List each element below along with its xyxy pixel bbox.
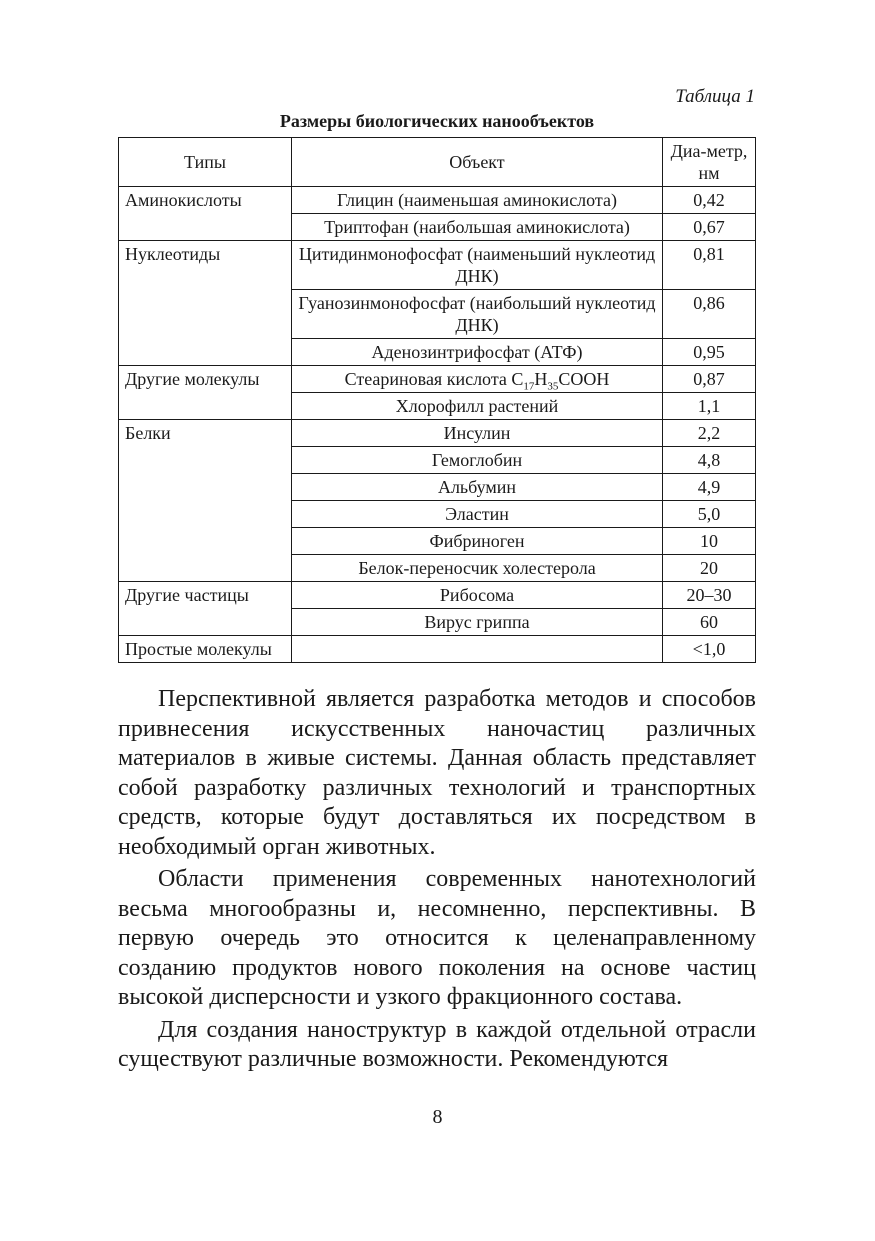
object-cell: Триптофан (наибольшая аминокислота) [292, 214, 663, 241]
group-type: Белки [119, 420, 292, 582]
diameter-cell: 1,1 [663, 393, 756, 420]
group-type: Другие частицы [119, 582, 292, 636]
diameter-cell: 60 [663, 609, 756, 636]
diameter-cell: 0,86 [663, 290, 756, 339]
group-type: Другие молекулы [119, 366, 292, 420]
table-label: Таблица 1 [675, 86, 755, 107]
object-cell: Аденозинтрифосфат (АТФ) [292, 339, 663, 366]
object-cell [292, 366, 663, 393]
header-type: Типы [119, 138, 292, 187]
object-cell: Вирус гриппа [292, 609, 663, 636]
nanoobjects-table [118, 137, 756, 663]
object-cell [292, 636, 663, 663]
diameter-cell: 0,81 [663, 241, 756, 290]
diameter-cell: 0,87 [663, 366, 756, 393]
object-cell: Гуанозинмонофосфат (наибольший нуклеотид ДНК) [292, 290, 663, 339]
paragraph: Для создания наноструктур в каждой отдельной отрасли существуют различные возможности. Рекомендуются [118, 1016, 756, 1072]
table-title: Размеры биологических нанообъектов [279, 111, 595, 131]
group-type: Аминокислоты [119, 187, 292, 241]
table-header-row [119, 138, 756, 187]
diameter-cell: 0,95 [663, 339, 756, 366]
diameter-cell: 0,42 [663, 187, 756, 214]
diameter-cell: 5,0 [663, 501, 756, 528]
formula-suffix: COOH [558, 369, 610, 389]
object-cell: Гемоглобин [292, 447, 663, 474]
diameter-cell: 20–30 [663, 582, 756, 609]
diameter-cell: 2,2 [663, 420, 756, 447]
object-cell: Рибосома [292, 582, 663, 609]
diameter-cell: 4,8 [663, 447, 756, 474]
object-cell: Альбумин [292, 474, 663, 501]
formula-mid: H [534, 369, 548, 389]
diameter-cell: <1,0 [663, 636, 756, 663]
formula-prefix: Стеариновая кислота C [344, 369, 524, 389]
table-row [119, 366, 756, 393]
object-cell: Глицин (наименьшая аминокислота) [292, 187, 663, 214]
object-cell: Хлорофилл растений [292, 393, 663, 420]
diameter-cell: 0,67 [663, 214, 756, 241]
table-row [119, 187, 756, 214]
object-cell: Инсулин [292, 420, 663, 447]
paragraph: Перспективной является разработка методов и способов привнесения искусственных наночастиц различных материалов в живые системы. Данная область представляет собой разработку различных технологий и транспортных средств, которые будут доставляться их посредством в необходимый орган животных. [118, 686, 756, 860]
body-text [118, 685, 756, 1075]
page-number: 8 [432, 1106, 443, 1128]
object-cell: Эластин [292, 501, 663, 528]
table-row [119, 636, 756, 663]
formula-sub-carbon: 17 [523, 380, 535, 393]
diameter-cell: 10 [663, 528, 756, 555]
table-row [119, 241, 756, 290]
object-cell: Цитидинмонофосфат (наименьший нуклеотид ДНК) [292, 241, 663, 290]
header-object: Объект [292, 138, 663, 187]
group-type: Простые молекулы [119, 636, 292, 663]
header-diameter: Диа-метр, нм [663, 138, 756, 187]
group-type: Нуклеотиды [119, 241, 292, 366]
table-row [119, 582, 756, 609]
diameter-cell: 4,9 [663, 474, 756, 501]
diameter-cell: 20 [663, 555, 756, 582]
table-row [119, 420, 756, 447]
object-cell: Белок-переносчик холестерола [292, 555, 663, 582]
object-cell: Фибриноген [292, 528, 663, 555]
formula-sub-hydrogen: 35 [547, 380, 559, 393]
paragraph: Области применения современных нанотехнологий весьма многообразны и, несомненно, перспективны. В первую очередь это относится к целенаправленному созданию продуктов нового поколения на основе частиц высокой дисперсности и узкого фракционного состава. [118, 866, 756, 1010]
